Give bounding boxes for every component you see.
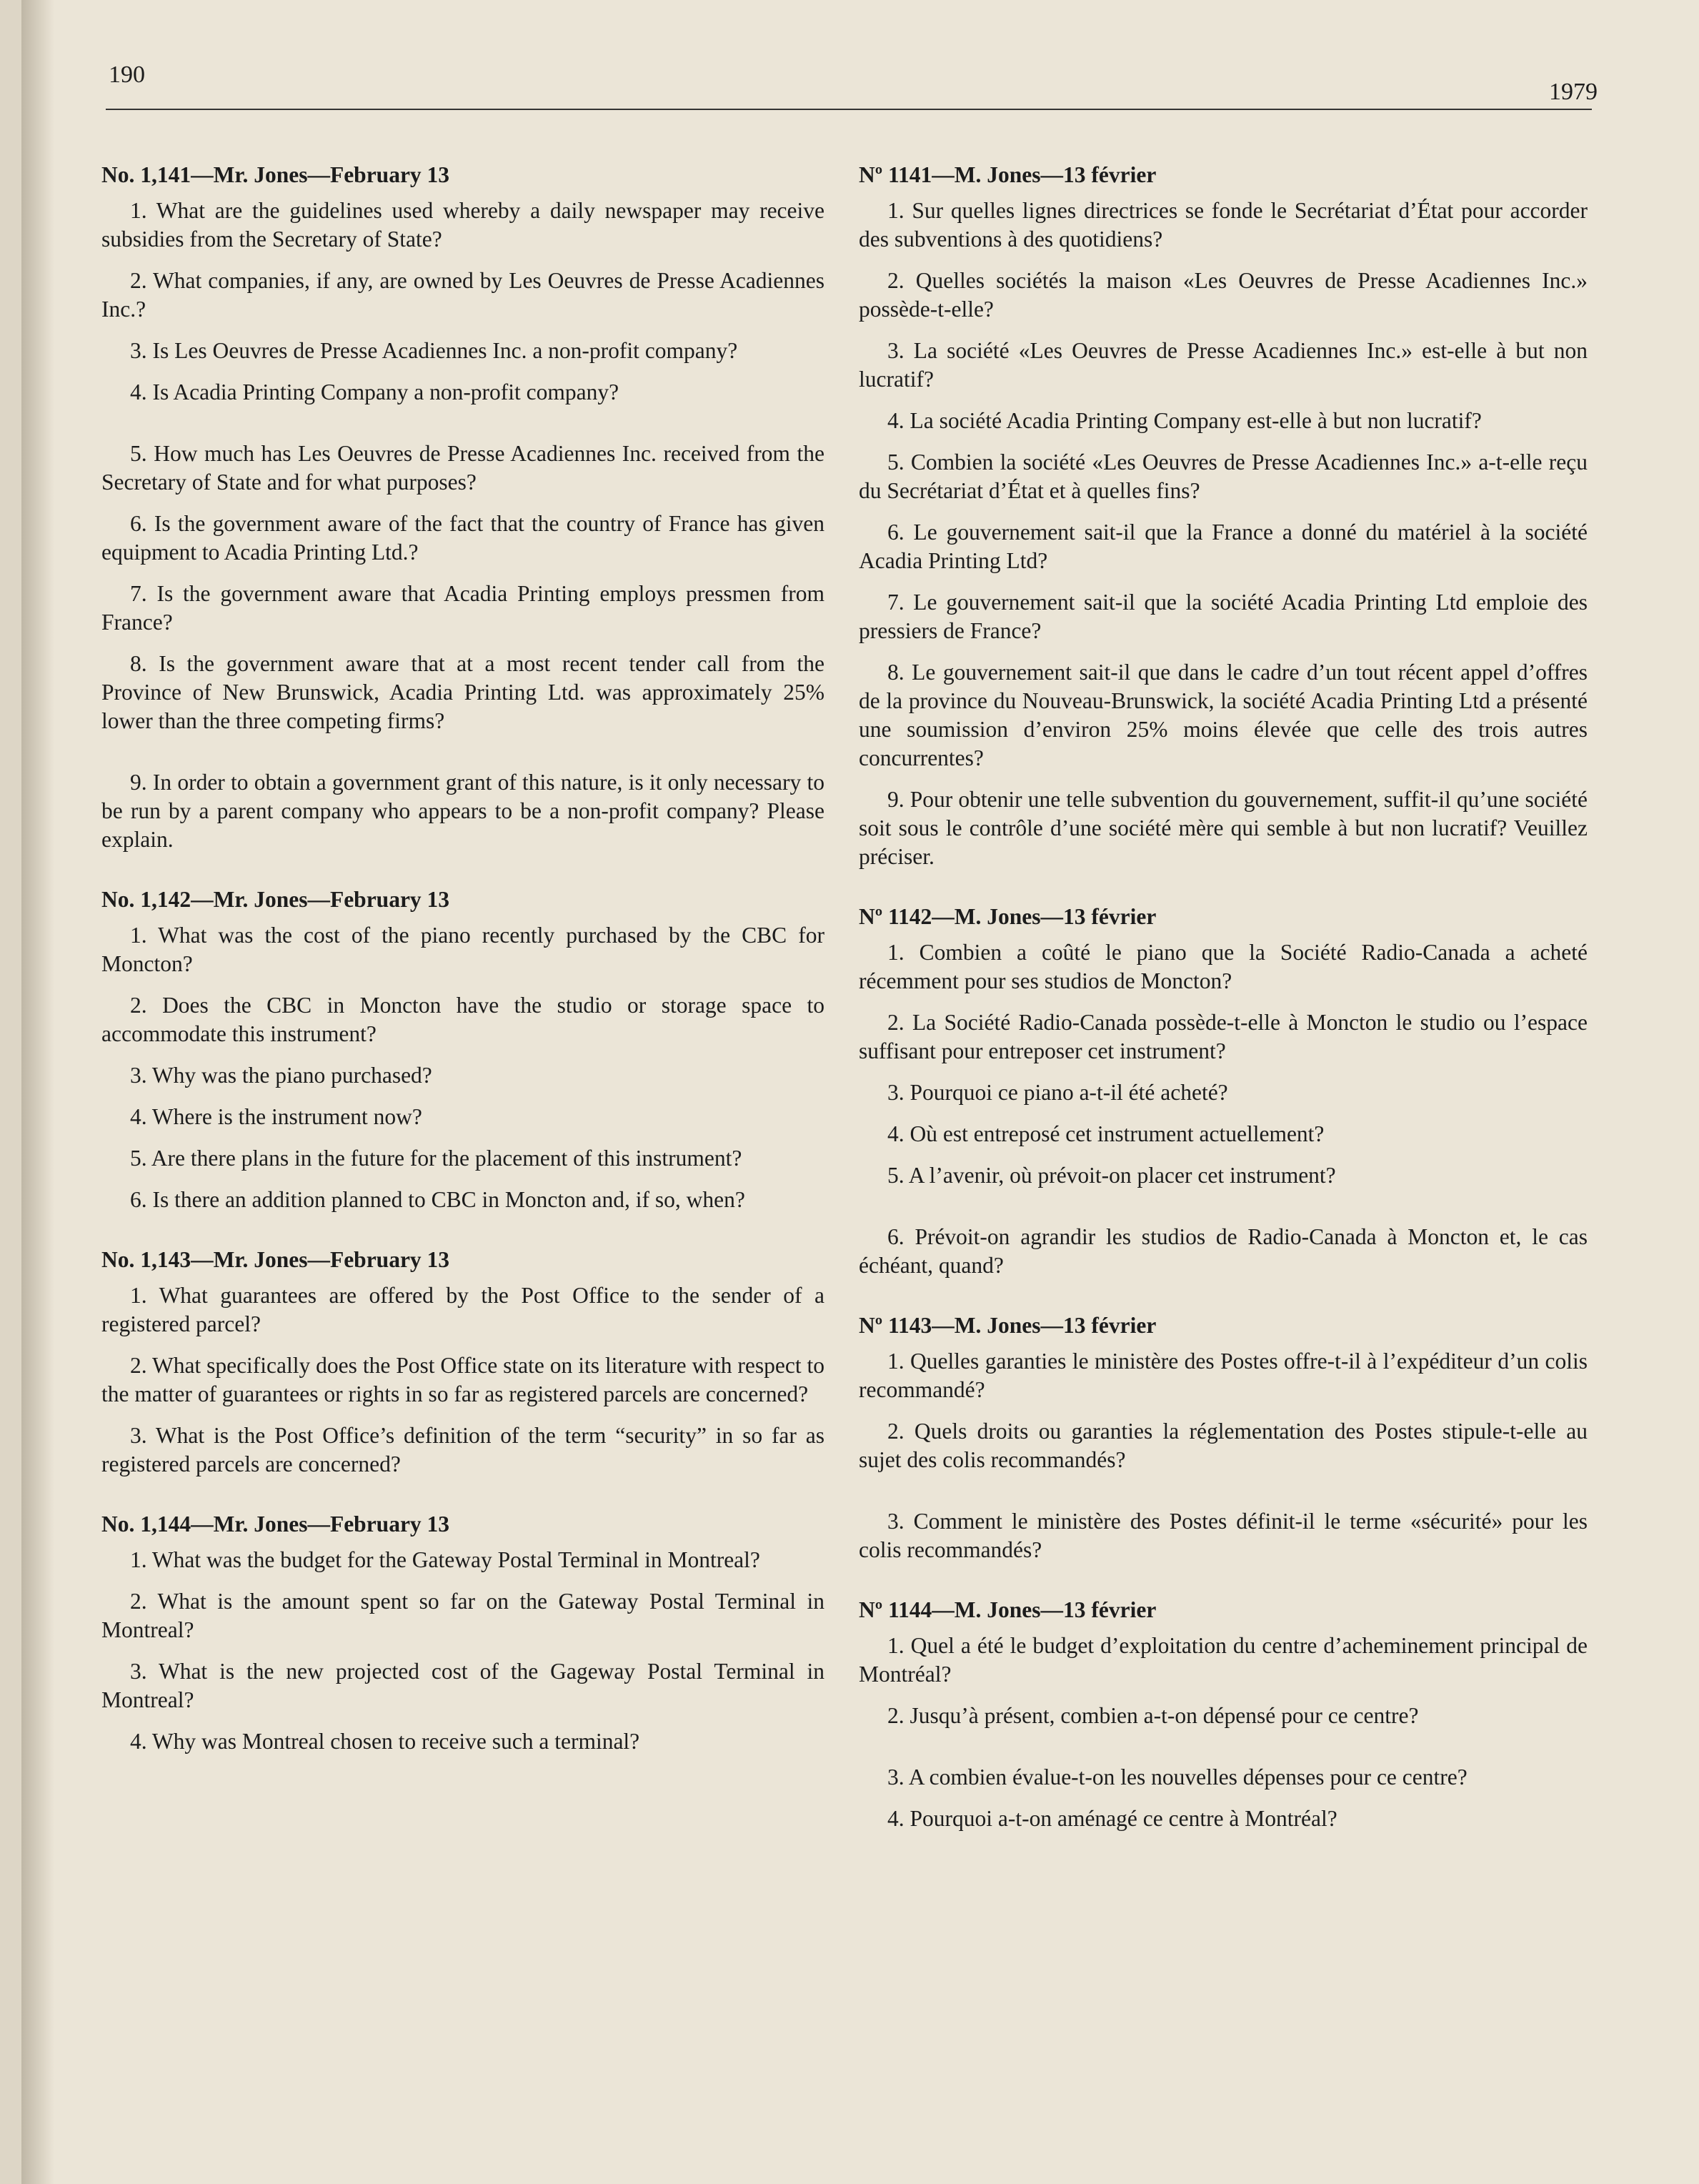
question-heading: Nº 1142—M. Jones—13 février	[859, 904, 1157, 929]
question-heading: Nº 1144—M. Jones—13 février	[859, 1597, 1157, 1622]
question-block-1142-en	[101, 885, 824, 1214]
question-heading: No. 1,141—Mr. Jones—February 13	[101, 162, 450, 187]
question-item: 1. Combien a coûté le piano que la Société Radio-Canada a acheté récemment pour ses studios de Moncton?	[859, 940, 1588, 993]
question-item: 6. Is the government aware of the fact that the country of France has given equipment to Acadia Printing Ltd.?	[101, 511, 824, 565]
question-block-1144-en	[101, 1510, 824, 1756]
question-heading: No. 1,144—Mr. Jones—February 13	[101, 1512, 450, 1537]
question-item: 1. What was the cost of the piano recently purchased by the CBC for Moncton?	[101, 923, 824, 976]
question-item: 2. What companies, if any, are owned by Les Oeuvres de Presse Acadiennes Inc.?	[101, 268, 824, 322]
header-rule	[106, 109, 1592, 110]
question-item: 4. Où est entreposé cet instrument actuellement?	[887, 1121, 1325, 1146]
question-item: 5. Combien la société «Les Oeuvres de Presse Acadiennes Inc.» a-t-elle reçu du Secrétariat d’État et à quelles fins?	[859, 450, 1588, 503]
question-block-1143-en	[101, 1246, 824, 1479]
question-item: 1. Quel a été le budget d’exploitation du centre d’acheminement principal de Montréal?	[859, 1633, 1588, 1687]
question-block-1142-fr	[859, 903, 1588, 1280]
question-item: 8. Le gouvernement sait-il que dans le cadre d’un tout récent appel d’offres de la province du Nouveau-Brunswick, la société Acadia Printing Ltd a présenté une soumission d’environ 25% moins élevée que celle des trois autres concurrentes?	[859, 660, 1588, 770]
question-item: 4. Pourquoi a-t-on aménagé ce centre à Montréal?	[887, 1806, 1337, 1831]
question-item: 2. Quels droits ou garanties la réglementation des Postes stipule-t-elle au sujet des colis recommandés?	[859, 1419, 1588, 1472]
question-block-1141-en	[101, 161, 824, 854]
question-item: 8. Is the government aware that at a most recent tender call from the Province of New Brunswick, Acadia Printing Ltd. was approximately 25% lower than the three competing firms?	[101, 651, 824, 733]
question-heading: Nº 1141—M. Jones—13 février	[859, 162, 1157, 187]
question-item: 7. Le gouvernement sait-il que la société Acadia Printing Ltd emploie des pressiers de France?	[859, 590, 1588, 643]
question-item: 1. What are the guidelines used whereby a daily newspaper may receive subsidies from the Secretary of State?	[101, 198, 824, 252]
question-heading: No. 1,142—Mr. Jones—February 13	[101, 887, 450, 912]
question-item: 2. La Société Radio-Canada possède-t-elle à Moncton le studio ou l’espace suffisant pour entreposer cet instrument?	[859, 1010, 1588, 1063]
question-item: 3. What is the Post Office’s definition of the term “security” in so far as registered parcels are concerned?	[101, 1423, 824, 1476]
question-item: 3. Is Les Oeuvres de Presse Acadiennes Inc. a non-profit company?	[130, 338, 738, 363]
document-page	[21, 0, 1699, 2184]
question-item: 6. Le gouvernement sait-il que la France a donné du matériel à la société Acadia Printing Ltd?	[859, 520, 1588, 573]
question-item: 9. Pour obtenir une telle subvention du gouvernement, suffit-il qu’une société soit sous le contrôle d’une société mère qui semble à but non lucratif? Veuillez préciser.	[859, 787, 1588, 869]
question-heading: No. 1,143—Mr. Jones—February 13	[101, 1247, 450, 1272]
book-spine-shadow	[21, 0, 54, 2184]
question-item: 1. Quelles garanties le ministère des Postes offre-t-il à l’expéditeur d’un colis recommandé?	[859, 1349, 1588, 1402]
question-item: 9. In order to obtain a government grant of this nature, is it only necessary to be run by a parent company who appears to be a non-profit company? Please explain.	[101, 770, 824, 852]
question-block-1143-fr	[859, 1311, 1588, 1564]
question-item: 1. Sur quelles lignes directrices se fonde le Secrétariat d’État pour accorder des subventions à des quotidiens?	[859, 198, 1588, 252]
question-item: 2. What is the amount spent so far on the Gateway Postal Terminal in Montreal?	[101, 1589, 824, 1642]
question-item: 7. Is the government aware that Acadia Printing employs pressmen from France?	[101, 581, 824, 635]
question-item: 5. How much has Les Oeuvres de Presse Acadiennes Inc. received from the Secretary of State and for what purposes?	[101, 441, 824, 495]
question-item: 3. What is the new projected cost of the Gageway Postal Terminal in Montreal?	[101, 1659, 824, 1712]
question-item: 1. What guarantees are offered by the Post Office to the sender of a registered parcel?	[101, 1283, 824, 1336]
question-block-1141-fr	[859, 161, 1588, 871]
question-item: 3. A combien évalue-t-on les nouvelles dépenses pour ce centre?	[887, 1764, 1468, 1790]
question-heading: Nº 1143—M. Jones—13 février	[859, 1313, 1157, 1338]
question-item: 6. Prévoit-on agrandir les studios de Radio-Canada à Moncton et, le cas échéant, quand?	[859, 1224, 1588, 1278]
question-item: 3. Comment le ministère des Postes définit-il le terme «sécurité» pour les colis recommandés?	[859, 1509, 1588, 1562]
question-item: 3. La société «Les Oeuvres de Presse Acadiennes Inc.» est-elle à but non lucratif?	[859, 338, 1588, 392]
question-item: 2. Quelles sociétés la maison «Les Oeuvres de Presse Acadiennes Inc.» possède-t-elle?	[859, 268, 1588, 322]
page-number: 190	[109, 61, 145, 88]
question-item: 4. La société Acadia Printing Company est-elle à but non lucratif?	[887, 408, 1482, 433]
question-item: 5. Are there plans in the future for the placement of this instrument?	[130, 1146, 742, 1171]
page-year: 1979	[1549, 79, 1598, 105]
question-item: 4. Where is the instrument now?	[130, 1104, 422, 1129]
question-item: 2. Does the CBC in Moncton have the studio or storage space to accommodate this instrument?	[101, 993, 824, 1046]
question-item: 1. What was the budget for the Gateway Postal Terminal in Montreal?	[130, 1547, 760, 1572]
question-item: 5. A l’avenir, où prévoit-on placer cet instrument?	[887, 1163, 1336, 1188]
question-item: 4. Why was Montreal chosen to receive such a terminal?	[130, 1729, 640, 1754]
french-column	[859, 161, 1588, 1846]
question-item: 3. Pourquoi ce piano a-t-il été acheté?	[887, 1080, 1228, 1105]
question-item: 2. Jusqu’à présent, combien a-t-on dépensé pour ce centre?	[887, 1703, 1419, 1728]
question-item: 2. What specifically does the Post Office state on its literature with respect to the matter of guarantees or rights in so far as registered parcels are concerned?	[101, 1353, 824, 1406]
question-item: 3. Why was the piano purchased?	[130, 1063, 432, 1088]
question-item: 4. Is Acadia Printing Company a non-profit company?	[130, 379, 619, 404]
english-column	[101, 161, 824, 1769]
question-item: 6. Is there an addition planned to CBC in Moncton and, if so, when?	[130, 1187, 745, 1212]
question-block-1144-fr	[859, 1596, 1588, 1833]
